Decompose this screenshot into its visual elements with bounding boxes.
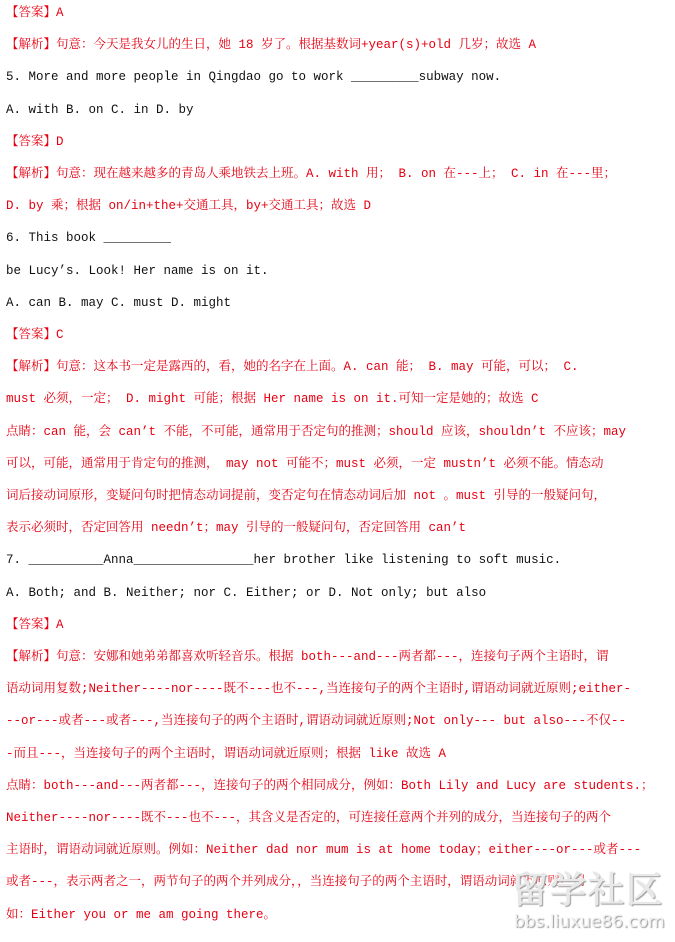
text-line: 词后接动词原形，变疑问句时把情态动词提前，变否定句在情态动词后加 not 。must 引导的一般疑问句， xyxy=(6,489,607,503)
text-line: 【答案】A xyxy=(6,6,64,20)
text-line: A. with B. on C. in D. by xyxy=(6,102,194,117)
text-line: 【解析】句意：现在越来越多的青岛人乘地铁去上班。A. with 用； B. on 在---上； C. in 在---里； xyxy=(6,167,617,181)
text-line: 7. __________Anna________________her brother like listening to soft music. xyxy=(6,553,562,568)
text-line: A. Both; and B. Neither; nor C. Either; or D. Not only; but also xyxy=(6,585,487,600)
text-line: 可以，可能，通常用于肯定句的推测， may not 可能不；must 必须，一定 mustn’t 必须不能。情态动 xyxy=(6,456,604,471)
text-line: 【解析】句意：今天是我女儿的生日，她 18 岁了。根据基数词+year(s)+old 几岁；故选 A xyxy=(6,38,537,53)
text-line: Neither----nor----既不---也不---，其含义是否定的，可连接任意两个并列的成分，当连接句子的两个 xyxy=(6,811,612,825)
text-line: 6. This book _________ xyxy=(6,231,172,246)
text-line: 【答案】D xyxy=(6,134,64,149)
text-line: must 必须，一定； D. might 可能；根据 Her name is on it.可知一定是她的；故选 C xyxy=(6,392,539,407)
text-line: 或者---，表示两者之一，两节句子的两个并列成分，，当连接句子的两个主语时，谓语动词就近原则。例 xyxy=(6,875,585,890)
watermark-logo: 留学社区 xyxy=(512,870,665,911)
watermark-url: bbs.liuxue86.com xyxy=(514,912,665,932)
text-line: 如：Either you or me am going there。 xyxy=(6,907,277,922)
text-line: 主语时，谓语动词就近原则。例如：Neither dad nor mum is at home today；either---or---或者--- xyxy=(6,843,642,858)
text-line: be Lucy’s. Look! Her name is on it. xyxy=(6,263,269,278)
text-line: 【解析】句意：这本书一定是露西的，看，她的名字在上面。A. can 能； B. may 可能，可以； C. xyxy=(6,360,579,375)
text-line: 【解析】句意：安娜和她弟弟都喜欢听轻音乐。根据 both---and---两者都---，连接句子两个主语时，谓 xyxy=(6,650,609,664)
text-line: 点睛：can 能，会 can’t 不能，不可能，通常用于否定句的推测；should 应该，shouldn’t 不应该；may xyxy=(6,424,627,439)
text-line: D. by 乘；根据 on/in+the+交通工具，by+交通工具；故选 D xyxy=(6,199,372,214)
text-line: 表示必须时，否定回答用 needn’t；may 引导的一般疑问句，否定回答用 can’t xyxy=(6,521,467,536)
text-line: --or---或者---或者---,当连接句子的两个主语时,谓语动词就近原则;Not only--- but also---不仅-- xyxy=(6,714,627,729)
text-line: -而且---，当连接句子的两个主语时，谓语动词就近原则；根据 like 故选 A xyxy=(6,746,447,761)
text-line: 【答案】C xyxy=(6,328,64,342)
text-line: 语动词用复数;Neither----nor----既不---也不---,当连接句子的两个主语时,谓语动词就近原则;either- xyxy=(6,682,632,697)
text-line: 点睛：both---and---两者都---，连接句子的两个相同成分，例如：Both Lily and Lucy are students.； xyxy=(6,778,654,793)
text-line: 【答案】A xyxy=(6,617,64,632)
text-line: A. can B. may C. must D. might xyxy=(6,295,232,310)
text-line: 5. More and more people in Qingdao go to work _________subway now. xyxy=(6,70,502,85)
